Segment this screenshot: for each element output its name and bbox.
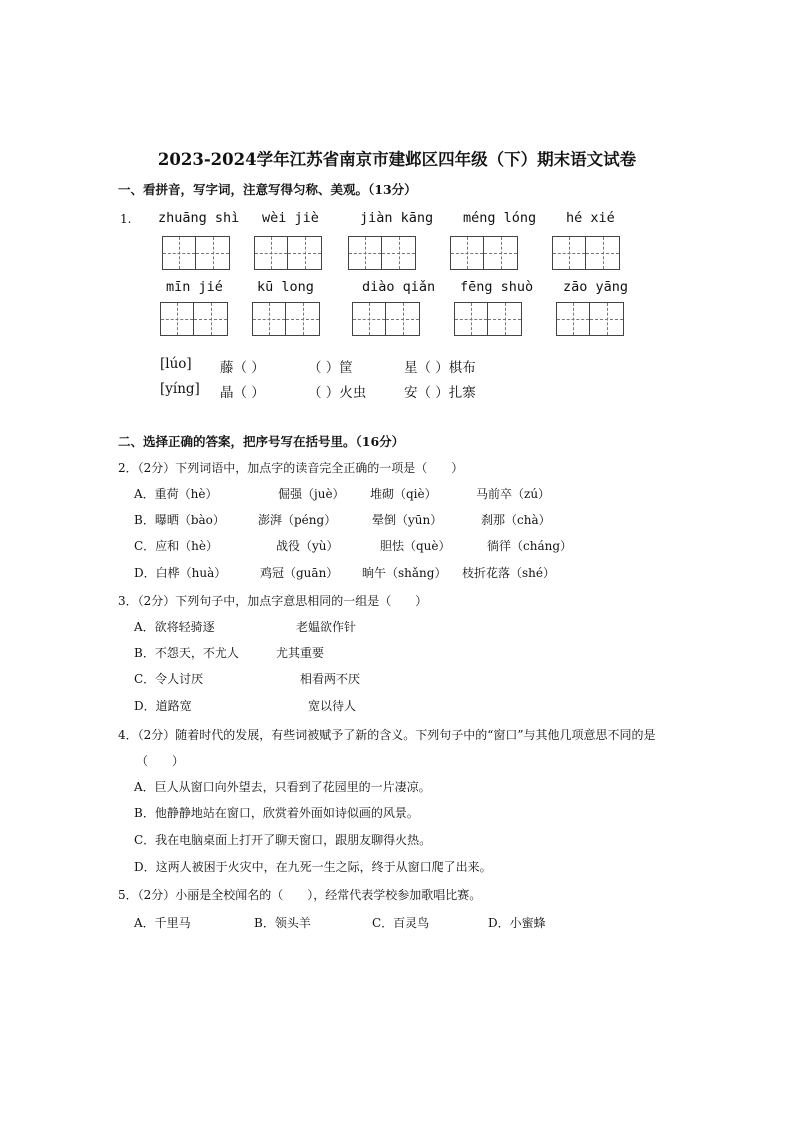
question-4-stem: 4．（2分）随着时代的发展，有些词被赋予了新的含义。下列句子中的“窗口”与其他几项意思不同的是 [118, 728, 656, 742]
q2-option-c-word: 胆怯（què） [380, 539, 451, 553]
q3-option-b[interactable]: B．不怨天，不尤人 [134, 646, 239, 660]
ying-blank[interactable]: 晶（ ） [220, 385, 265, 401]
pinyin-label: zāo yāng [563, 279, 629, 295]
section1-heading: 一、看拼音，写字词，注意写得匀称、美观。（13分） [118, 182, 417, 197]
luo-blank[interactable]: 星（ ）棋布 [404, 360, 476, 376]
q2-option-a-word: 马前卒（zú） [476, 487, 551, 501]
ying-blank[interactable]: 安（ ）扎寨 [404, 385, 476, 401]
q2-option-a-word: 堆砌（qiè） [370, 487, 437, 501]
q3-option-a[interactable]: A．欲将轻骑逐 [134, 620, 215, 634]
pinyin-label: wèi jiè [262, 210, 319, 226]
q2-option-a-word: 倔强（juè） [278, 487, 345, 501]
pinyin-label: hé xié [566, 210, 615, 226]
q5-option-b[interactable]: B．领头羊 [254, 916, 311, 930]
writing-grid[interactable] [252, 302, 320, 336]
pinyin-label: zhuāng shì [158, 210, 240, 226]
section2-heading: 二、选择正确的答案，把序号写在括号里。（16分） [118, 434, 405, 449]
writing-grid[interactable] [162, 236, 230, 270]
exam-title: 2023-2024学年江苏省南京市建邺区四年级（下）期末语文试卷 [157, 150, 637, 169]
writing-grid[interactable] [348, 236, 416, 270]
q4-option-b[interactable]: B．他静静地站在窗口，欣赏着外面如诗似画的风景。 [134, 806, 419, 820]
q2-option-c[interactable]: C．应和（hè） [134, 539, 219, 553]
q2-option-b[interactable]: B．曝晒（bào） [134, 513, 225, 527]
writing-grid[interactable] [556, 302, 624, 336]
q2-option-d[interactable]: D．白桦（huà） [134, 566, 227, 580]
luo-blank[interactable]: （ ）筐 [308, 360, 353, 376]
q3-option-c[interactable]: C．令人讨厌 [134, 672, 204, 686]
writing-grid[interactable] [454, 302, 522, 336]
question-5-stem: 5．（2分）小丽是全校闻名的（ ），经常代表学校参加歌唱比赛。 [118, 888, 482, 902]
luo-blank[interactable]: 藤（ ） [220, 360, 265, 376]
q3-option-d[interactable]: D．道路宽 [134, 699, 192, 713]
q2-option-a[interactable]: A．重荷（hè） [134, 487, 218, 501]
q2-option-d-word: 鸡冠（guān） [260, 566, 339, 580]
q5-option-d[interactable]: D．小蜜蜂 [488, 916, 546, 930]
q5-option-a[interactable]: A．千里马 [134, 916, 191, 930]
q2-option-d-word: 枝折花落（shé） [462, 566, 555, 580]
pinyin-label: kū long [257, 279, 314, 295]
writing-grid[interactable] [352, 302, 420, 336]
writing-grid[interactable] [552, 236, 620, 270]
writing-grid[interactable] [450, 236, 518, 270]
q2-option-c-word: 战役（yù） [276, 539, 339, 553]
ying-pinyin: [yíng] [160, 381, 200, 397]
question-1-number: 1. [120, 212, 132, 226]
q2-option-b-word: 刹那（chà） [481, 513, 551, 527]
q3-option-d-sentence: 宽以待人 [308, 699, 357, 713]
question-2-stem: 2．（2分）下列词语中，加点字的读音完全正确的一项是（ ） [118, 461, 464, 475]
question-3-stem: 3．（2分）下列句子中，加点字意思相同的一组是（ ） [118, 594, 428, 608]
writing-grid[interactable] [254, 236, 322, 270]
q2-option-d-word: 晌午（shǎng） [362, 566, 447, 580]
writing-grid[interactable] [160, 302, 228, 336]
ying-blank[interactable]: （ ）火虫 [308, 385, 367, 401]
q2-option-c-word: 徜徉（cháng） [487, 539, 573, 553]
pinyin-label: fēng shuò [460, 279, 534, 295]
q2-option-b-word: 澎湃（péng） [258, 513, 337, 527]
q3-option-a-sentence: 老媪欲作针 [296, 620, 357, 634]
pinyin-label: diào qiǎn [362, 279, 436, 295]
pinyin-label: méng lóng [463, 210, 537, 226]
q4-option-c[interactable]: C．我在电脑桌面上打开了聊天窗口，跟朋友聊得火热。 [134, 833, 432, 847]
pinyin-label: jiàn kāng [360, 210, 434, 226]
pinyin-label: mīn jié [166, 279, 223, 295]
q4-option-d[interactable]: D．这两人被困于火灾中，在九死一生之际，终于从窗口爬了出来。 [134, 860, 492, 874]
luo-pinyin: [lúo] [160, 356, 192, 372]
q5-option-c[interactable]: C．百灵鸟 [372, 916, 430, 930]
q2-option-b-word: 晕倒（yūn） [372, 513, 443, 527]
q4-option-a[interactable]: A．巨人从窗口向外望去，只看到了花园里的一片凄凉。 [134, 780, 431, 794]
q3-option-b-sentence: 尤其重要 [276, 646, 325, 660]
q3-option-c-sentence: 相看两不厌 [300, 672, 361, 686]
question-4-answer-blank[interactable]: （ ） [136, 754, 185, 768]
